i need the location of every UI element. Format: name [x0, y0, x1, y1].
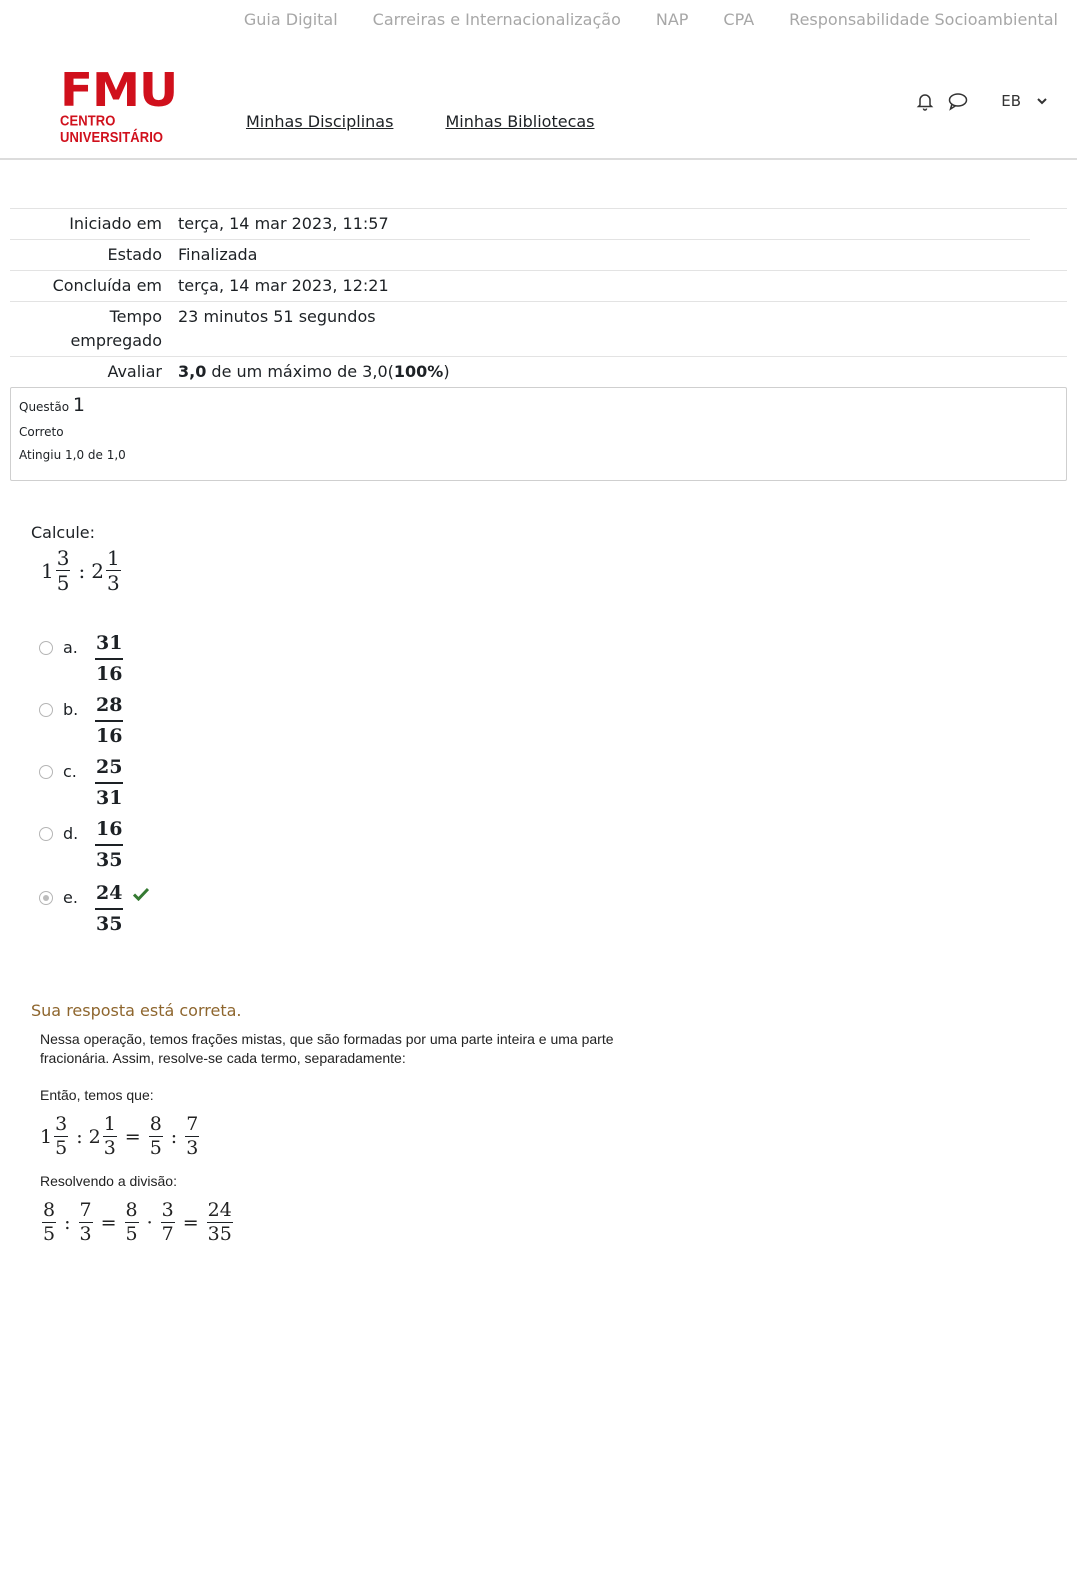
- fmu-logo[interactable]: [60, 63, 200, 146]
- question-expression: [41, 548, 123, 593]
- fraction: [149, 1115, 163, 1158]
- feedback-section: [31, 1001, 651, 1258]
- fraction: [103, 1115, 117, 1158]
- answer-option-d: [39, 818, 149, 882]
- denominator: 5: [43, 1223, 56, 1245]
- summary-label: Iniciado em: [69, 214, 162, 233]
- denominator: 16: [96, 663, 123, 685]
- operator: =: [124, 1125, 141, 1148]
- summary-row-grade: [10, 357, 1067, 387]
- logo-text: FMU: [60, 63, 178, 117]
- option-letter: a.: [63, 638, 78, 657]
- denominator: 5: [149, 1137, 162, 1159]
- feedback-equation-2: [40, 1201, 651, 1244]
- question-number: [19, 394, 1058, 416]
- fraction: [207, 1201, 233, 1244]
- fraction: [161, 1201, 175, 1244]
- option-letter: b.: [63, 700, 79, 719]
- question-status: Correto: [19, 425, 64, 439]
- summary-label: Estado: [107, 245, 162, 264]
- operator: =: [182, 1211, 199, 1234]
- denominator: 3: [103, 1137, 116, 1159]
- whole-part: 2: [91, 558, 104, 583]
- summary-label-line1: Tempo: [109, 307, 162, 326]
- summary-value: 23 minutos 51 segundos: [178, 307, 376, 326]
- numerator: 1: [106, 546, 120, 570]
- bell-icon[interactable]: [915, 91, 935, 111]
- question-prompt: Calcule:: [31, 523, 96, 542]
- numerator: 28: [95, 694, 123, 722]
- question-number-value: 1: [72, 394, 86, 416]
- numerator: 24: [207, 1199, 232, 1221]
- grade-score: 3,0: [178, 362, 207, 381]
- feedback-paragraph: Então, temos que:: [40, 1087, 154, 1103]
- header-actions: [915, 91, 1047, 111]
- chevron-down-icon: [1037, 97, 1047, 105]
- fraction: [54, 1115, 68, 1158]
- link-nap[interactable]: NAP: [655, 10, 689, 29]
- option-letter: d.: [63, 824, 79, 843]
- numerator: 3: [161, 1199, 174, 1221]
- denominator: 31: [96, 787, 123, 809]
- radio-option-a[interactable]: [39, 641, 53, 655]
- numerator: 1: [103, 1113, 116, 1135]
- summary-value: Finalizada: [178, 245, 258, 264]
- summary-row-completed: [10, 271, 1067, 302]
- numerator: 7: [186, 1113, 199, 1135]
- numerator: 7: [79, 1199, 92, 1221]
- answer-option-b: [39, 694, 149, 756]
- radio-option-d[interactable]: [39, 827, 53, 841]
- summary-label: Avaliar: [107, 362, 162, 381]
- radio-option-c[interactable]: [39, 765, 53, 779]
- checkmark-icon: [133, 886, 149, 905]
- denominator: 5: [125, 1223, 138, 1245]
- question-label: Questão: [19, 400, 70, 414]
- whole-part: 1: [40, 1125, 53, 1148]
- link-carreiras[interactable]: Carreiras e Internacionalização: [372, 10, 621, 29]
- utility-links: [244, 10, 1058, 29]
- summary-value: [162, 357, 450, 387]
- numerator: 25: [95, 756, 123, 784]
- denominator: 16: [96, 725, 123, 747]
- feedback-equation-1: [40, 1115, 651, 1158]
- option-fraction: [95, 756, 123, 808]
- whole-part: 1: [41, 558, 54, 583]
- denominator: 3: [79, 1223, 92, 1245]
- link-cpa[interactable]: CPA: [723, 10, 755, 29]
- option-letter: e.: [63, 888, 78, 907]
- radio-option-e[interactable]: [39, 891, 53, 905]
- link-responsabilidade[interactable]: Responsabilidade Socioambiental: [789, 10, 1058, 29]
- fraction: [79, 1201, 93, 1244]
- numerator: 24: [95, 882, 123, 910]
- operator: :: [78, 558, 86, 583]
- feedback-body: [31, 1030, 651, 1244]
- summary-row-state: [10, 240, 1067, 271]
- summary-value: terça, 14 mar 2023, 12:21: [178, 276, 389, 295]
- fraction: [125, 1201, 139, 1244]
- denominator: 35: [96, 849, 123, 871]
- whole-part: 2: [88, 1125, 101, 1148]
- header: [0, 50, 1077, 160]
- summary-label: Concluída em: [52, 276, 162, 295]
- option-fraction: [95, 694, 123, 746]
- feedback-paragraph: Resolvendo a divisão:: [40, 1173, 177, 1189]
- summary-label-line2: empregado: [70, 331, 162, 350]
- summary-row-time: [10, 302, 1067, 357]
- chat-bubble-icon[interactable]: [947, 91, 969, 111]
- question-text: [31, 523, 123, 593]
- denominator: 5: [55, 1137, 68, 1159]
- summary-label: [10, 302, 162, 356]
- numerator: 31: [95, 632, 123, 660]
- answer-option-c: [39, 756, 149, 818]
- nav-minhas-bibliotecas[interactable]: Minhas Bibliotecas: [445, 112, 595, 131]
- fraction: [56, 548, 71, 593]
- numerator: 8: [125, 1199, 138, 1221]
- main-nav: [246, 112, 595, 131]
- operator: :: [170, 1125, 178, 1148]
- operator: :: [76, 1125, 83, 1148]
- user-menu[interactable]: [1001, 92, 1047, 110]
- denominator: 5: [56, 571, 70, 595]
- question-mark: Atingiu 1,0 de 1,0: [19, 448, 126, 462]
- numerator: 8: [43, 1199, 56, 1221]
- operator: =: [100, 1211, 117, 1234]
- denominator: 35: [96, 913, 123, 935]
- option-fraction: [95, 632, 123, 684]
- feedback-paragraph: Nessa operação, temos frações mistas, que são formadas por uma parte inteira e uma parte fracionária. Assim, resolve-se cada termo, separadamente:: [40, 1031, 614, 1066]
- option-fraction: [95, 818, 123, 870]
- grade-close: ): [443, 362, 450, 381]
- radio-option-b[interactable]: [39, 703, 53, 717]
- denominator: 7: [161, 1223, 174, 1245]
- option-letter: c.: [63, 762, 77, 781]
- operator: :: [64, 1211, 71, 1234]
- summary-row-started: [10, 209, 1030, 240]
- denominator: 35: [207, 1223, 232, 1245]
- summary-value: terça, 14 mar 2023, 11:57: [178, 214, 389, 233]
- answer-option-a: [39, 632, 149, 694]
- feedback-title: Sua resposta está correta.: [31, 1001, 242, 1020]
- numerator: 3: [55, 1113, 68, 1135]
- fraction: [42, 1201, 56, 1244]
- fraction: [185, 1115, 199, 1158]
- fraction: [106, 548, 121, 593]
- link-guia-digital[interactable]: Guia Digital: [243, 10, 338, 29]
- user-initials: EB: [1001, 92, 1021, 110]
- numerator: 8: [149, 1113, 162, 1135]
- numerator: 16: [95, 818, 123, 846]
- quiz-summary-table: [10, 208, 1067, 387]
- answer-option-e: [39, 882, 149, 944]
- numerator: 3: [56, 546, 70, 570]
- question-info-box: [10, 387, 1067, 481]
- denominator: 3: [106, 571, 120, 595]
- grade-text: de um máximo de 3,0(: [206, 362, 394, 381]
- nav-minhas-disciplinas[interactable]: Minhas Disciplinas: [246, 112, 394, 131]
- operator: ·: [146, 1211, 153, 1234]
- grade-percent: 100%: [393, 362, 444, 381]
- logo-subtitle: CENTRO UNIVERSITÁRIO: [60, 112, 164, 146]
- option-fraction: [95, 882, 123, 934]
- answer-options: [39, 632, 149, 944]
- denominator: 3: [186, 1137, 199, 1159]
